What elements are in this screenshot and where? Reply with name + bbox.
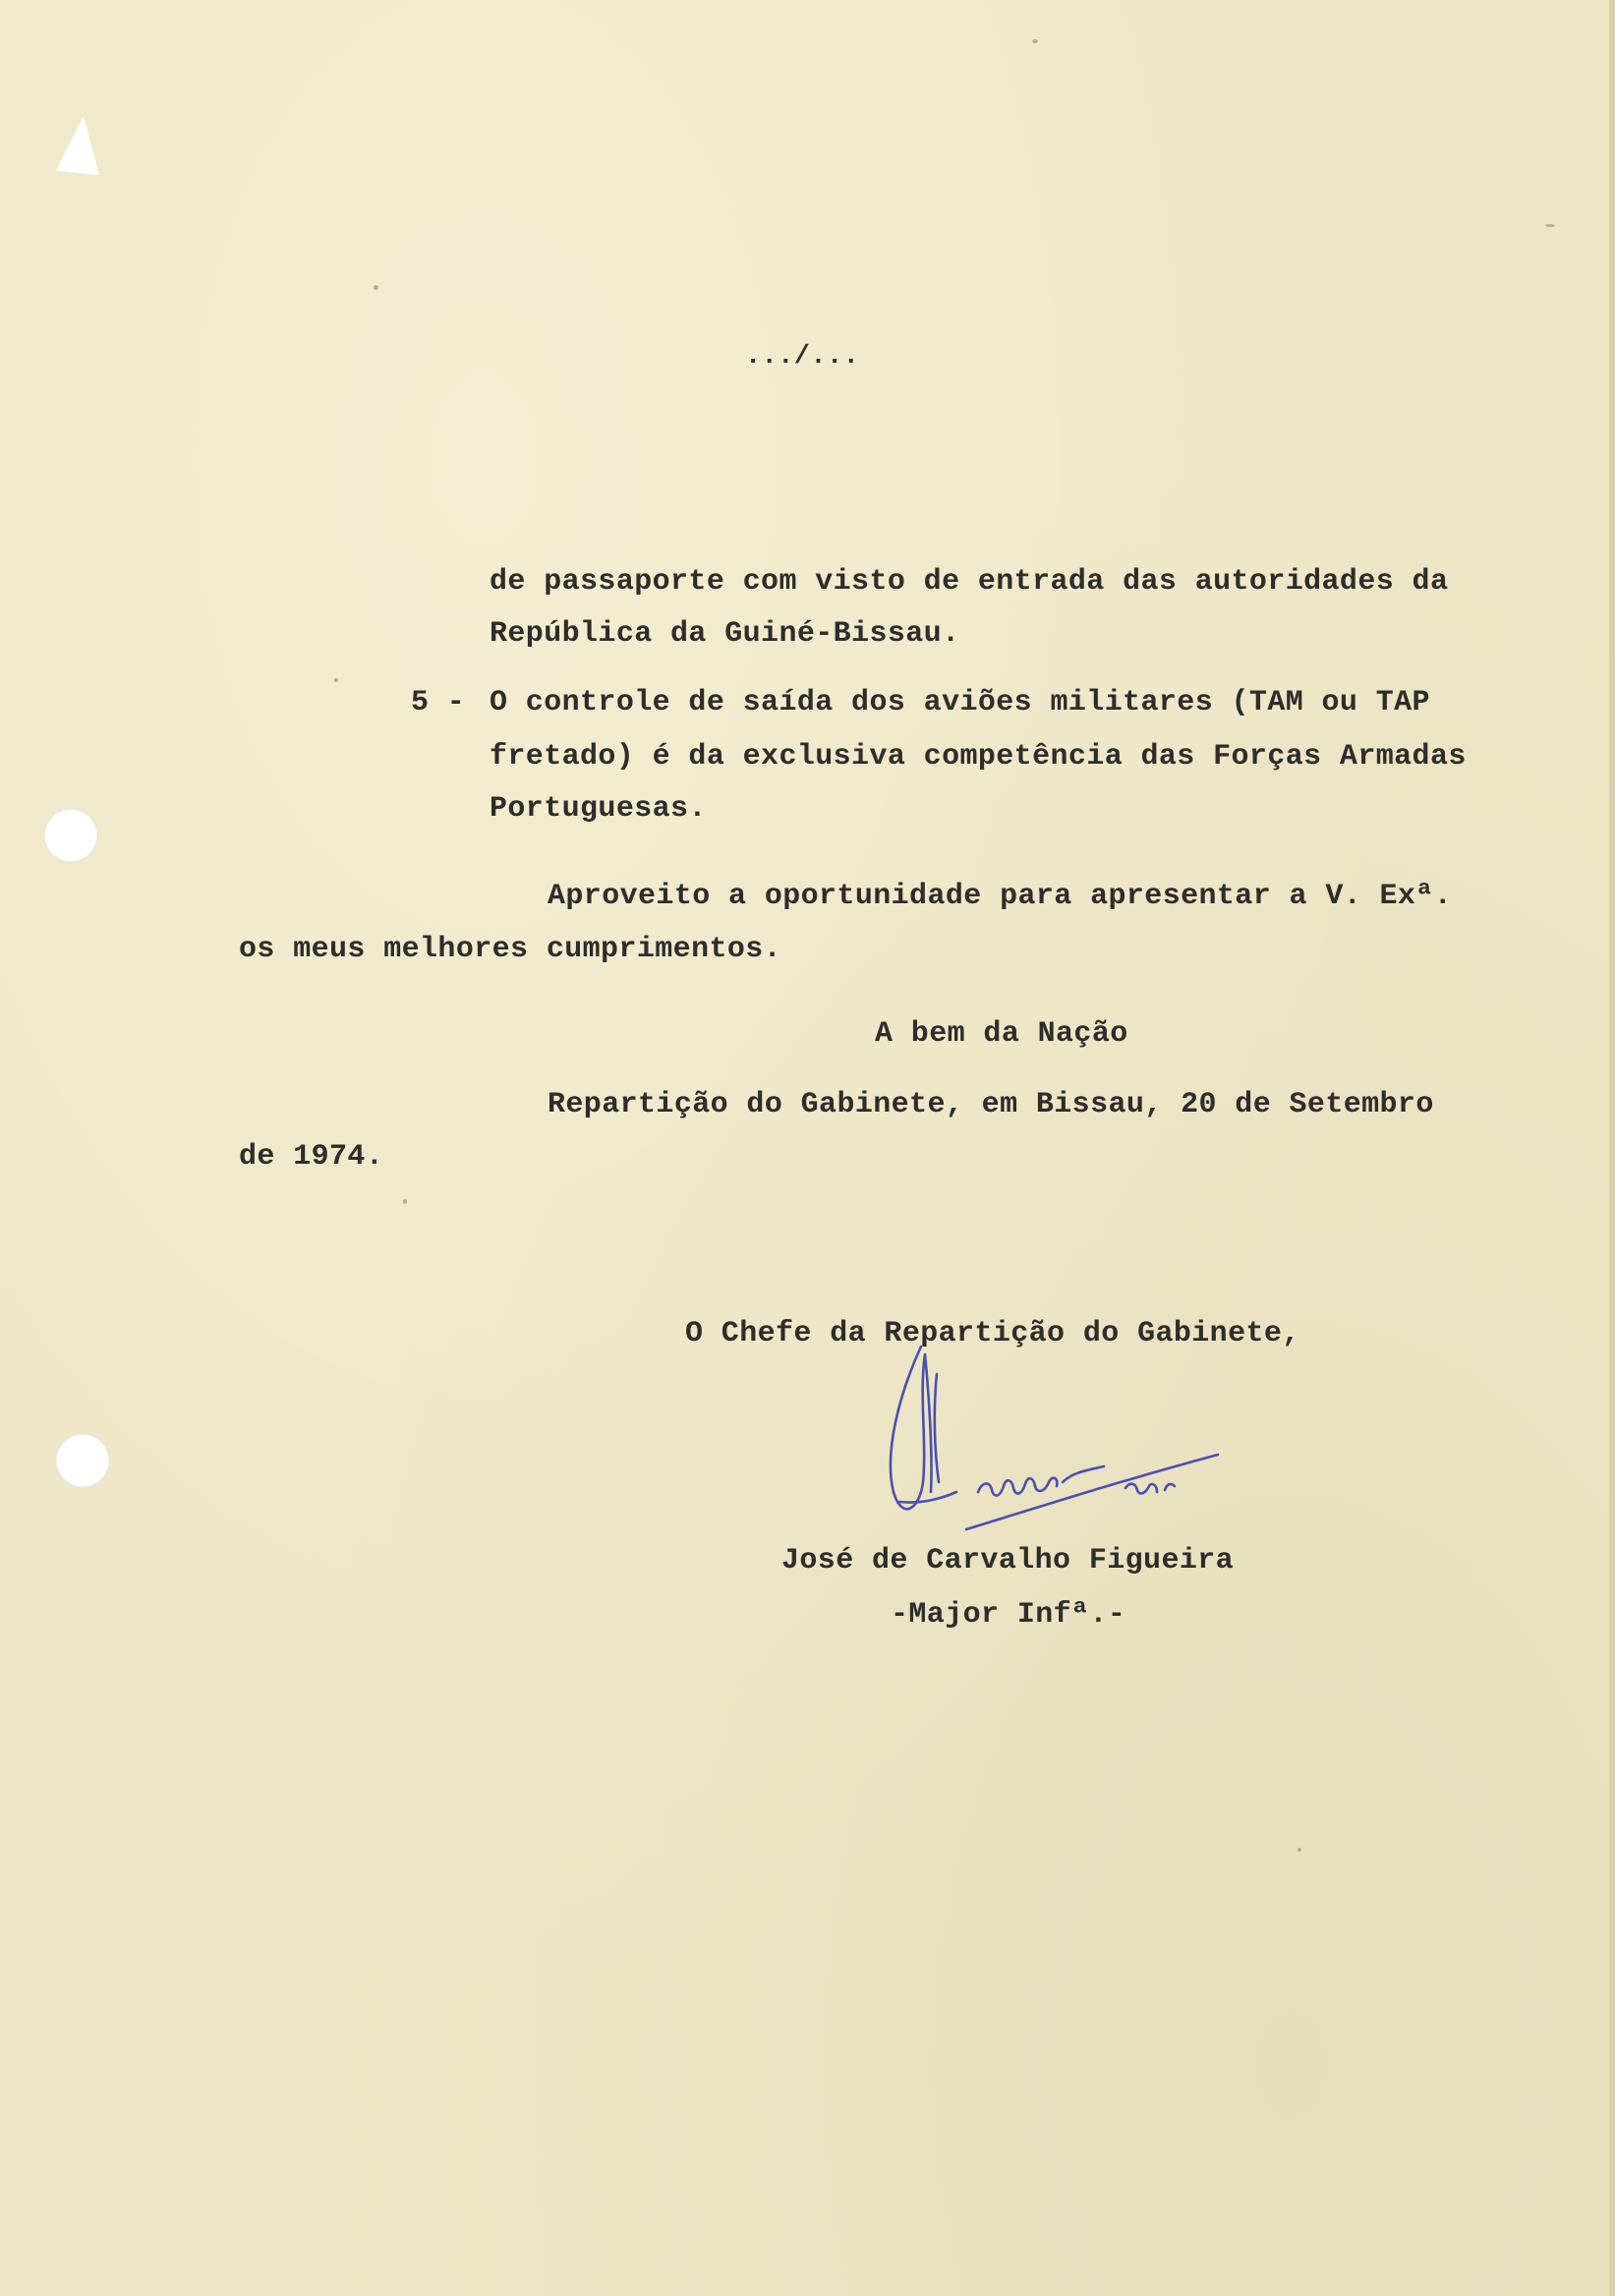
item-5-line: fretado) é da exclusiva competência das Forças Armadas [490, 740, 1467, 774]
punch-hole-lower [55, 1433, 110, 1488]
passport-paragraph-line: República da Guiné-Bissau. [490, 617, 960, 651]
place-date-line: Repartição do Gabinete, em Bissau, 20 de Setembro [548, 1088, 1434, 1121]
paper-fleck [1298, 1848, 1301, 1852]
place-date-line: de 1974. [239, 1140, 384, 1174]
paper-fleck [403, 1199, 407, 1204]
torn-corner [56, 114, 105, 175]
passport-paragraph-line: de passaporte com visto de entrada das autoridades da [490, 565, 1449, 599]
signatory-title: O Chefe da Repartição do Gabinete, [685, 1317, 1300, 1350]
paper-fleck [1545, 224, 1555, 227]
valediction: A bem da Nação [875, 1017, 1128, 1051]
signatory-rank: -Major Infª.- [891, 1598, 1126, 1632]
punch-hole-upper [43, 808, 98, 863]
paper-fleck [1032, 39, 1038, 43]
continuation-mark: .../... [745, 342, 860, 372]
signatory-name: José de Carvalho Figueira [781, 1544, 1235, 1578]
handwritten-signature [880, 1335, 1234, 1561]
item-number: 5 - [411, 686, 466, 719]
closing-line: Aproveito a oportunidade para apresentar a V. Exª. [548, 880, 1453, 913]
closing-line: os meus melhores cumprimentos. [239, 933, 782, 966]
page-edge [1609, 0, 1615, 2296]
item-5-line: O controle de saída dos aviões militares (TAM ou TAP [490, 686, 1430, 719]
item-5-line: Portuguesas. [490, 792, 707, 826]
paper-fleck [374, 285, 378, 290]
paper-fleck [334, 678, 338, 682]
